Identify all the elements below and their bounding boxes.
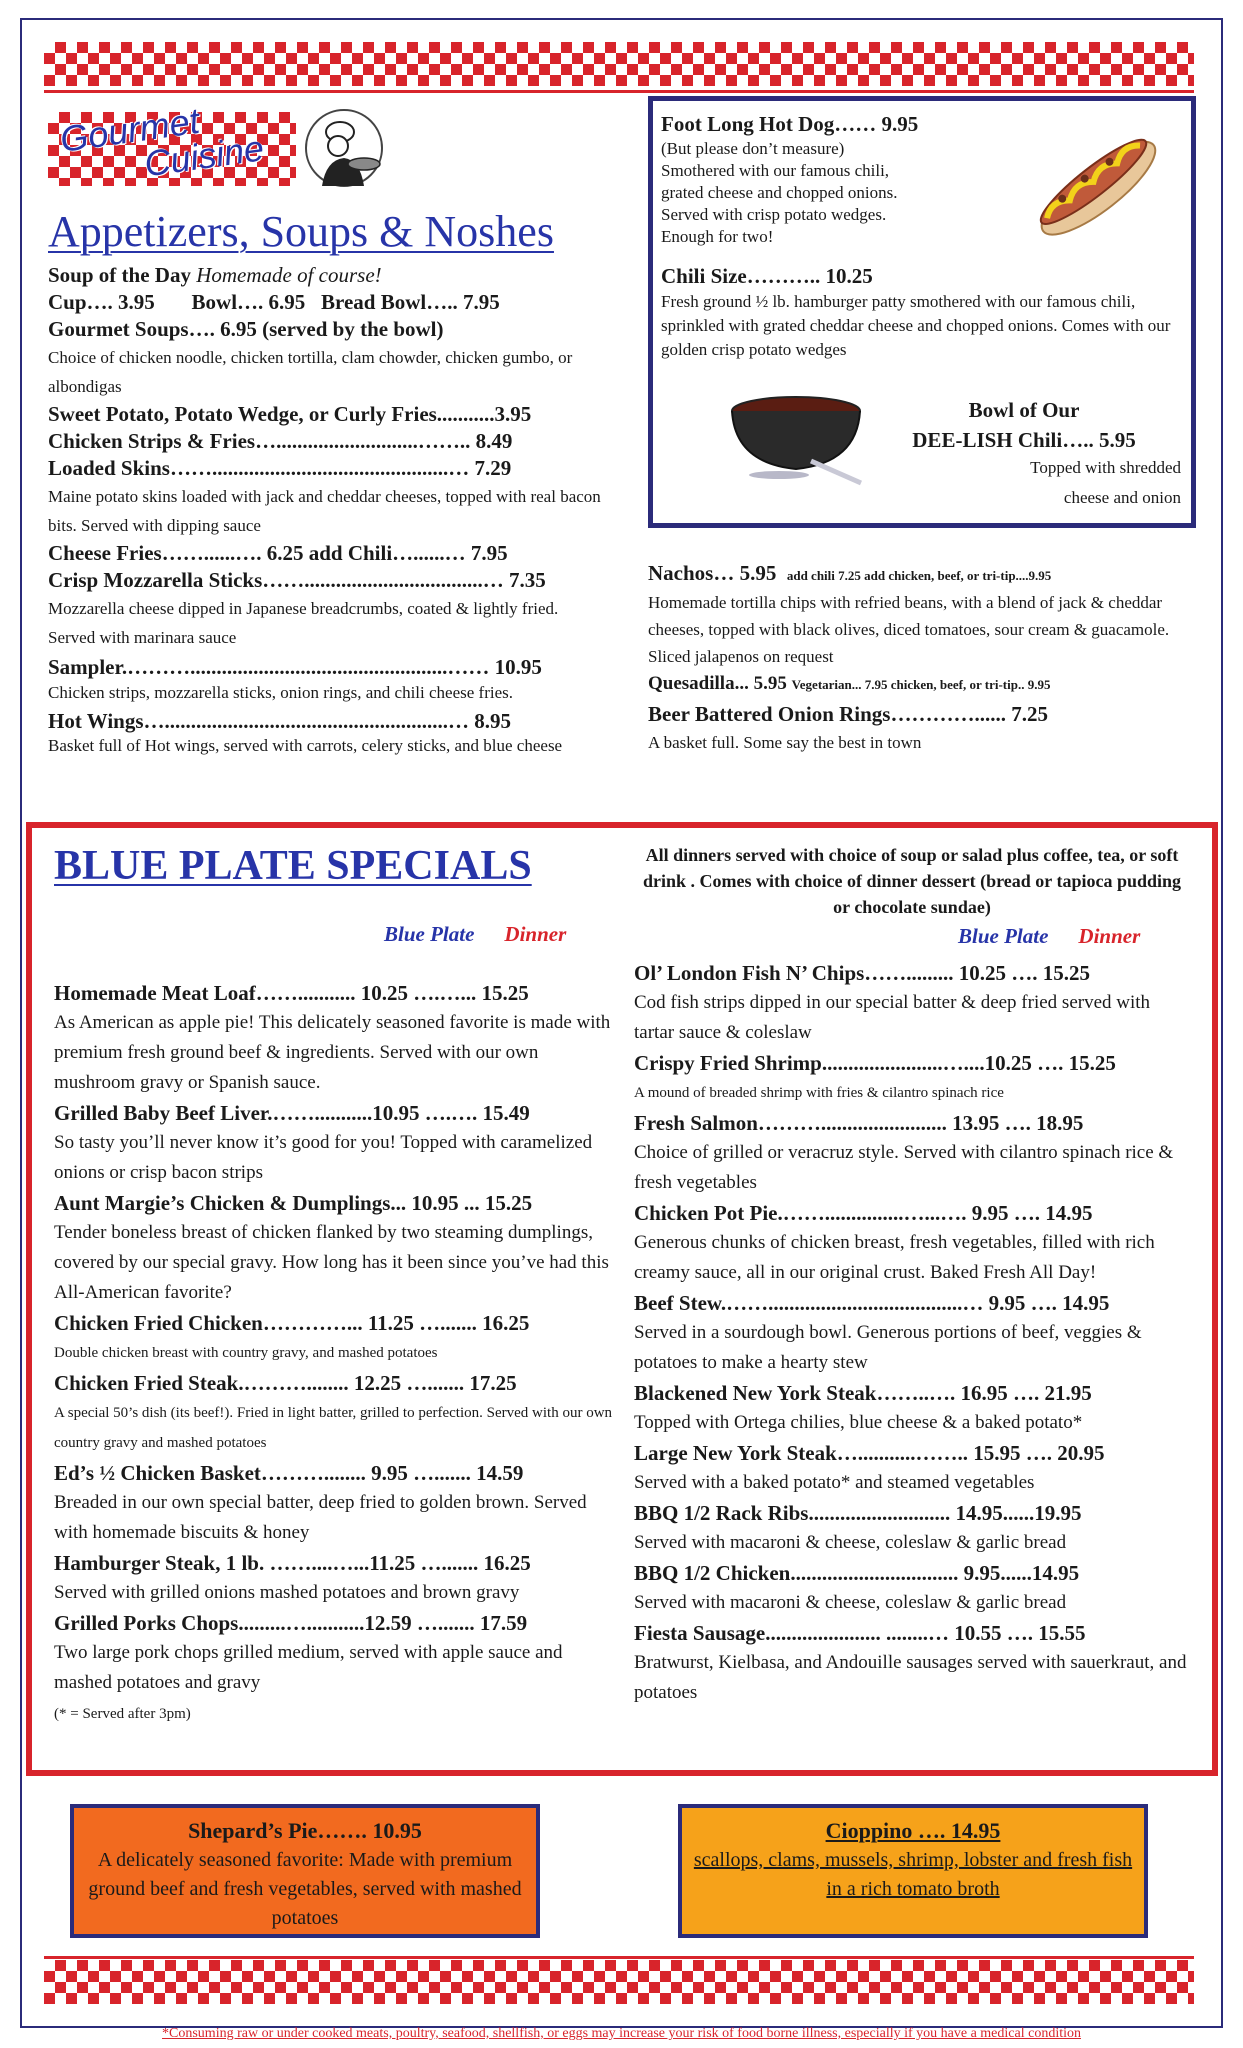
appetizers-title: Appetizers, Soups & Noshes: [48, 207, 554, 256]
loaded-skins-desc: Maine potato skins loaded with jack and cheddar cheeses, topped with real bacon bits. Served with dipping sauce: [48, 487, 601, 535]
red-rule-bottom: [44, 1956, 1194, 1959]
special-item: Grilled Baby Beef Liver.……...........10.95 ….…. 15.49: [54, 1101, 530, 1125]
served-after-note: (* = Served after 3pm): [54, 1706, 191, 1722]
mozzarella-desc: Mozzarella cheese dipped in Japanese breadcrumbs, coated & lightly fried. Served with marinara sauce: [48, 599, 559, 647]
special-item: Chicken Fried Chicken…………... 11.25 …....... 16.25: [54, 1311, 530, 1335]
special-item: Grilled Porks Chops.........…...........12.59 …....... 17.59: [54, 1611, 528, 1635]
special-item: Crispy Fried Shrimp.......................…....10.25 …. 15.25: [634, 1051, 1116, 1075]
blue-plate-intro: All dinners served with choice of soup or salad plus coffee, tea, or soft drink . Comes with choice of dinner dessert (bread or tapioca pudding or chocolate sundae): [642, 845, 1182, 917]
left-specials: [54, 978, 614, 1727]
hotdog-desc-line: (But please don’t measure): [661, 139, 845, 158]
gourmet-soups: Gourmet Soups…. 6.95 (served by the bowl): [48, 317, 444, 341]
bowl-chili: [869, 397, 1179, 456]
bowl-chili-title: DEE-LISH Chili….. 5.95: [912, 428, 1136, 452]
cioppino-title: Cioppino …. 14.95: [825, 1818, 1001, 1843]
blue-plate-title: BLUE PLATE SPECIALS: [54, 843, 532, 889]
checkered-border-top: [44, 42, 1194, 86]
chicken-strips: Chicken Strips & Fries…...........................…….. 8.49: [48, 429, 513, 453]
food-safety-disclaimer: *Consuming raw or under cooked meats, poultry, seafood, shellfish, or eggs may increase your risk of food borne illness, especially if you have a medical condition: [162, 2026, 1081, 2041]
special-item-desc: Tender boneless breast of chicken flanked by two steaming dumplings, covered by our special gravy. How long has it been since you’ve had this All-American favorite?: [54, 1222, 609, 1303]
bowl-chili-title: Bowl of Our: [968, 398, 1080, 422]
special-item-desc: Served with macaroni & cheese, coleslaw & garlic bread: [634, 1532, 1067, 1553]
cioppino-box: [678, 1804, 1148, 1938]
sampler: Sampler.……….................................................…… 10.95: [48, 655, 542, 679]
hotdog-desc-line: Served with crisp potato wedges.: [661, 205, 887, 224]
special-item: Chicken Pot Pie.……...............…...…. 9.95 …. 14.95: [634, 1201, 1093, 1225]
sampler-desc: Chicken strips, mozzarella sticks, onion rings, and chili cheese fries.: [48, 683, 514, 702]
soup-prices: Cup…. 3.95 Bowl…. 6.95 Bread Bowl….. 7.95: [48, 290, 500, 314]
special-item-desc: Generous chunks of chicken breast, fresh vegetables, filled with rich creamy sauce, all in our original crust. Baked Fresh All Day!: [634, 1232, 1155, 1283]
hot-wings: Hot Wings…......................................................… 8.95: [48, 709, 512, 733]
hot-wings-desc: Basket full of Hot wings, served with carrots, celery sticks, and blue cheese: [48, 736, 563, 755]
right-specials: [634, 958, 1194, 1708]
nachos-desc: Homemade tortilla chips with refried beans, with a blend of jack & cheddar cheeses, topped with black olives, diced tomatoes, sour cream & guacamole. Sliced jalapenos on request: [648, 593, 1170, 666]
special-item-desc: Topped with Ortega chilies, blue cheese & a baked potato*: [634, 1412, 1083, 1433]
nachos-section: [648, 560, 1198, 755]
special-item: BBQ 1/2 Chicken................................ 9.95......14.95: [634, 1561, 1080, 1585]
bowl-chili-desc: Topped with shredded cheese and onion: [1030, 458, 1181, 507]
special-item-desc: As American as apple pie! This delicately seasoned favorite is made with premium fresh ground beef & ingredients. Served with our own mushroom gravy or Spanish sauce.: [54, 1012, 611, 1093]
gourmet-soups-desc: Choice of chicken noodle, chicken tortilla, clam chowder, chicken gumbo, or albondigas: [48, 348, 573, 396]
soup-of-day: Soup of the Day Homemade of course!: [48, 263, 382, 287]
special-item: Fresh Salmon………........................ 13.95 …. 18.95: [634, 1111, 1084, 1135]
left-column-headers: Blue Plate Dinner: [384, 922, 567, 946]
special-item-desc: Served in a sourdough bowl. Generous portions of beef, veggies & potatoes to make a hearty stew: [634, 1322, 1142, 1373]
special-item-desc: Served with grilled onions mashed potatoes and brown gravy: [54, 1582, 520, 1603]
foot-long-hot-dog: Foot Long Hot Dog…… 9.95: [661, 112, 919, 136]
chili-size-desc: Fresh ground ½ lb. hamburger patty smothered with our famous chili, sprinkled with grated cheddar cheese and chopped onions. Comes with our golden crisp potato wedges: [661, 292, 1171, 359]
special-item: Ed’s ½ Chicken Basket………........ 9.95 …....... 14.59: [54, 1461, 524, 1485]
right-column-headers: Blue Plate Dinner: [958, 924, 1141, 948]
hotdog-icon: [1021, 115, 1171, 255]
loaded-skins: Loaded Skins…….............................................… 7.29: [48, 456, 512, 480]
chef-icon: [304, 106, 384, 192]
special-item-desc: A mound of breaded shrimp with fries & cilantro spinach rice: [634, 1085, 1004, 1101]
special-item-desc: Bratwurst, Kielbasa, and Andouille sausages served with sauerkraut, and potatoes: [634, 1652, 1187, 1703]
hotdog-desc-line: grated cheese and chopped onions.: [661, 183, 898, 202]
checkered-border-bottom: [44, 1960, 1194, 2004]
nachos: Nachos… 5.95 add chili 7.25 add chicken, beef, or tri-tip....9.95: [648, 561, 1052, 585]
logo: [48, 99, 392, 192]
onion-rings: Beer Battered Onion Rings…………...... 7.25: [648, 702, 1048, 726]
cheese-fries: Cheese Fries……......…. 6.25 add Chili…......… 7.95: [48, 541, 508, 565]
special-item-desc: A special 50’s dish (its beef!). Fried in light batter, grilled to perfection. Served with our own country gravy and mashed potatoes: [54, 1405, 613, 1451]
special-item-desc: Breaded in our own special batter, deep fried to golden brown. Served with homemade biscuits & honey: [54, 1492, 587, 1543]
special-item-desc: Served with macaroni & cheese, coleslaw & garlic bread: [634, 1592, 1067, 1613]
quesadilla: Quesadilla... 5.95 Vegetarian... 7.95 chicken, beef, or tri-tip.. 9.95: [648, 673, 1051, 694]
special-item-desc: Choice of grilled or veracruz style. Served with cilantro spinach rice & fresh vegetables: [634, 1142, 1174, 1193]
chili-size: [661, 263, 1191, 362]
special-item-desc: Double chicken breast with country gravy, and mashed potatoes: [54, 1345, 438, 1361]
hotdog-box: [648, 96, 1196, 528]
hotdog-desc-line: Enough for two!: [661, 227, 774, 246]
sweet-potato-fries: Sweet Potato, Potato Wedge, or Curly Fries...........3.95: [48, 402, 532, 426]
special-item: Chicken Fried Steak.………........ 12.25 …....... 17.25: [54, 1371, 517, 1395]
special-item: BBQ 1/2 Rack Ribs........................... 14.95......19.95: [634, 1501, 1082, 1525]
special-item-desc: Two large pork chops grilled medium, served with apple sauce and mashed potatoes and gravy: [54, 1642, 563, 1693]
special-item: Beef Stew.…….....................................… 9.95 …. 14.95: [634, 1291, 1110, 1315]
hotdog-desc-line: Smothered with our famous chili,: [661, 161, 890, 180]
shepards-pie-title: Shepard’s Pie……. 10.95: [188, 1818, 422, 1843]
appetizers-list: [48, 262, 608, 757]
cioppino-desc: scallops, clams, mussels, shrimp, lobster and fresh fish in a rich tomato broth: [693, 1849, 1133, 1900]
shepards-pie-box: [70, 1804, 540, 1938]
special-item-desc: So tasty you’ll never know it’s good for you! Topped with caramelized onions or crisp bacon strips: [54, 1132, 593, 1183]
special-item-desc: Cod fish strips dipped in our special batter & deep fried served with tartar sauce & coleslaw: [634, 992, 1151, 1043]
red-rule-top: [44, 90, 1194, 93]
logo-wordmark: Gourmet Cuisine: [57, 99, 267, 185]
chili-bowl-icon: [721, 391, 871, 487]
special-item: Fiesta Sausage...................... ........… 10.55 …. 15.55: [634, 1621, 1086, 1645]
special-item: Large New York Steak…...........…….. 15.95 …. 20.95: [634, 1441, 1105, 1465]
shepards-pie-desc: A delicately seasoned favorite: Made with premium ground beef and fresh vegetables, served with mashed potatoes: [88, 1849, 522, 1929]
special-item: Ol’ London Fish N’ Chips……......... 10.25 …. 15.25: [634, 961, 1091, 985]
onion-rings-desc: A basket full. Some say the best in town: [648, 733, 922, 752]
special-item: Homemade Meat Loaf……........... 10.25 ….…... 15.25: [54, 981, 529, 1005]
hotdog-text: [661, 111, 1021, 248]
chili-size-title: Chili Size……….. 10.25: [661, 264, 873, 288]
special-item: Hamburger Steak, 1 lb. ……....…...11.25 …....... 16.25: [54, 1551, 531, 1575]
mozzarella-sticks: Crisp Mozzarella Sticks……..................................… 7.35: [48, 568, 546, 592]
special-item: Aunt Margie’s Chicken & Dumplings... 10.95 ... 15.25: [54, 1191, 533, 1215]
special-item: Blackened New York Steak……..…. 16.95 …. 21.95: [634, 1381, 1092, 1405]
special-item-desc: Served with a baked potato* and steamed vegetables: [634, 1472, 1035, 1493]
